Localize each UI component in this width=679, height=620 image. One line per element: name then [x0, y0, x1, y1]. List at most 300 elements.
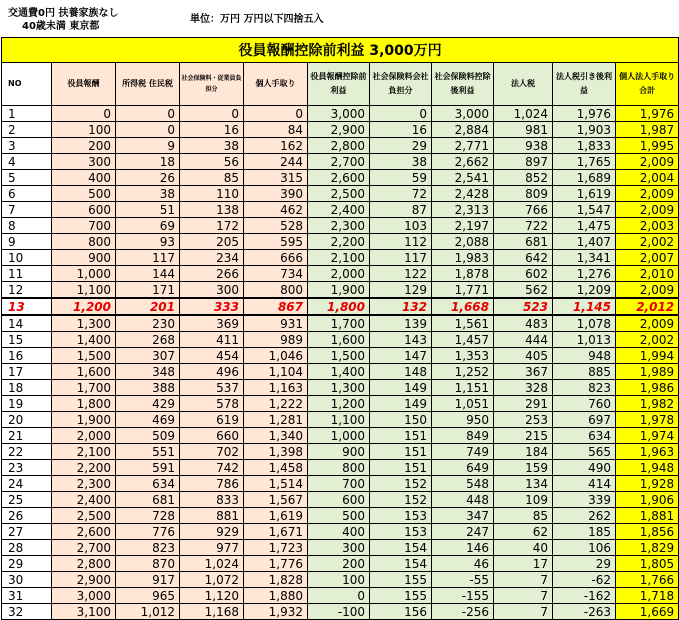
cell-personal-takehome: 162	[244, 138, 308, 154]
cell-income-tax: 429	[116, 396, 180, 412]
table-row	[2, 492, 679, 508]
cell-income-tax: 144	[116, 266, 180, 282]
cell-social-insurance-company: 139	[370, 315, 432, 332]
cell-total-takehome: 1,978	[616, 412, 679, 428]
cell-profit-after-tax: 1,013	[553, 332, 616, 348]
cell-profit-after-insurance: 247	[432, 524, 494, 540]
cell-officer-pay: 900	[52, 250, 116, 266]
cell-social-insurance-employee: 977	[180, 540, 244, 556]
compensation-table	[1, 37, 679, 620]
cell-total-takehome: 1,906	[616, 492, 679, 508]
cell-profit-after-insurance: 749	[432, 444, 494, 460]
cell-income-tax: 268	[116, 332, 180, 348]
cell-personal-takehome: 989	[244, 332, 308, 348]
cell-social-insurance-employee: 702	[180, 444, 244, 460]
cell-corporate-tax: 215	[494, 428, 553, 444]
cell-profit-before-pay: 400	[308, 524, 370, 540]
cell-total-takehome: 2,007	[616, 250, 679, 266]
cell-income-tax: 728	[116, 508, 180, 524]
cell-corporate-tax: 642	[494, 250, 553, 266]
cell-profit-before-pay: 1,300	[308, 380, 370, 396]
cell-social-insurance-employee: 454	[180, 348, 244, 364]
cell-income-tax: 201	[116, 298, 180, 315]
table-row	[2, 380, 679, 396]
cell-social-insurance-employee: 929	[180, 524, 244, 540]
cell-profit-after-tax: 490	[553, 460, 616, 476]
cell-officer-pay: 0	[52, 106, 116, 122]
cell-social-insurance-employee: 833	[180, 492, 244, 508]
table-row	[2, 364, 679, 380]
cell-profit-after-tax: 948	[553, 348, 616, 364]
table-row	[2, 186, 679, 202]
cell-personal-takehome: 1,222	[244, 396, 308, 412]
cell-total-takehome: 1,974	[616, 428, 679, 444]
cell-no: 28	[2, 540, 52, 556]
table-row	[2, 508, 679, 524]
cell-social-insurance-employee: 0	[180, 106, 244, 122]
cell-no: 23	[2, 460, 52, 476]
cell-corporate-tax: 562	[494, 282, 553, 299]
cell-profit-after-insurance: 649	[432, 460, 494, 476]
table-row	[2, 540, 679, 556]
cell-income-tax: 18	[116, 154, 180, 170]
cell-profit-after-tax: 1,765	[553, 154, 616, 170]
cell-no: 6	[2, 186, 52, 202]
cell-corporate-tax: 253	[494, 412, 553, 428]
cell-personal-takehome: 800	[244, 282, 308, 299]
cell-profit-before-pay: 2,200	[308, 234, 370, 250]
cell-officer-pay: 600	[52, 202, 116, 218]
cell-profit-after-insurance: 1,983	[432, 250, 494, 266]
cell-total-takehome: 1,987	[616, 122, 679, 138]
cell-officer-pay: 2,100	[52, 444, 116, 460]
cell-profit-after-insurance: 3,000	[432, 106, 494, 122]
cell-profit-after-tax: 29	[553, 556, 616, 572]
cell-personal-takehome: 315	[244, 170, 308, 186]
cell-profit-after-tax: 697	[553, 412, 616, 428]
cell-income-tax: 9	[116, 138, 180, 154]
cell-officer-pay: 2,400	[52, 492, 116, 508]
cell-corporate-tax: 159	[494, 460, 553, 476]
table-row	[2, 556, 679, 572]
header-profit-after-insurance: 社会保険料控除後利益	[432, 63, 494, 106]
cell-corporate-tax: 184	[494, 444, 553, 460]
cell-social-insurance-company: 87	[370, 202, 432, 218]
cell-no: 9	[2, 234, 52, 250]
cell-social-insurance-company: 154	[370, 540, 432, 556]
cell-personal-takehome: 595	[244, 234, 308, 250]
cell-social-insurance-employee: 110	[180, 186, 244, 202]
cell-total-takehome: 1,986	[616, 380, 679, 396]
cell-personal-takehome: 931	[244, 315, 308, 332]
cell-personal-takehome: 1,567	[244, 492, 308, 508]
cell-profit-before-pay: 2,800	[308, 138, 370, 154]
cell-profit-after-insurance: 1,353	[432, 348, 494, 364]
cell-total-takehome: 1,928	[616, 476, 679, 492]
cell-social-insurance-employee: 1,120	[180, 588, 244, 604]
cell-no: 15	[2, 332, 52, 348]
cell-corporate-tax: 602	[494, 266, 553, 282]
cell-profit-before-pay: 800	[308, 460, 370, 476]
cell-income-tax: 93	[116, 234, 180, 250]
cell-personal-takehome: 390	[244, 186, 308, 202]
cell-officer-pay: 2,200	[52, 460, 116, 476]
cell-profit-after-tax: 1,833	[553, 138, 616, 154]
cell-profit-before-pay: 2,500	[308, 186, 370, 202]
cell-corporate-tax: 7	[494, 604, 553, 620]
cell-corporate-tax: 766	[494, 202, 553, 218]
cell-social-insurance-employee: 138	[180, 202, 244, 218]
cell-social-insurance-employee: 266	[180, 266, 244, 282]
cell-social-insurance-company: 16	[370, 122, 432, 138]
cell-corporate-tax: 109	[494, 492, 553, 508]
cell-social-insurance-company: 149	[370, 396, 432, 412]
header-personal-takehome: 個人手取り	[244, 63, 308, 106]
cell-no: 24	[2, 476, 52, 492]
cell-personal-takehome: 666	[244, 250, 308, 266]
cell-personal-takehome: 1,104	[244, 364, 308, 380]
table-row	[2, 588, 679, 604]
cell-profit-after-tax: 339	[553, 492, 616, 508]
cell-social-insurance-company: 38	[370, 154, 432, 170]
cell-social-insurance-company: 112	[370, 234, 432, 250]
cell-corporate-tax: 40	[494, 540, 553, 556]
cell-income-tax: 51	[116, 202, 180, 218]
cell-corporate-tax: 328	[494, 380, 553, 396]
cell-officer-pay: 700	[52, 218, 116, 234]
cell-social-insurance-employee: 1,168	[180, 604, 244, 620]
cell-total-takehome: 1,982	[616, 396, 679, 412]
cell-officer-pay: 2,700	[52, 540, 116, 556]
cell-profit-after-tax: 1,276	[553, 266, 616, 282]
cell-social-insurance-employee: 1,072	[180, 572, 244, 588]
table-row	[2, 106, 679, 122]
cell-social-insurance-employee: 578	[180, 396, 244, 412]
cell-officer-pay: 1,000	[52, 266, 116, 282]
cell-no: 26	[2, 508, 52, 524]
cell-no: 5	[2, 170, 52, 186]
cell-total-takehome: 2,003	[616, 218, 679, 234]
cell-personal-takehome: 1,514	[244, 476, 308, 492]
cell-profit-before-pay: 1,500	[308, 348, 370, 364]
cell-profit-after-insurance: 950	[432, 412, 494, 428]
cell-profit-before-pay: 100	[308, 572, 370, 588]
cell-profit-after-insurance: 1,561	[432, 315, 494, 332]
cell-social-insurance-company: 155	[370, 572, 432, 588]
cell-officer-pay: 2,800	[52, 556, 116, 572]
cell-personal-takehome: 1,776	[244, 556, 308, 572]
table-row	[2, 282, 679, 299]
cell-income-tax: 26	[116, 170, 180, 186]
table-row	[2, 428, 679, 444]
cell-personal-takehome: 1,340	[244, 428, 308, 444]
cell-social-insurance-employee: 619	[180, 412, 244, 428]
cell-personal-takehome: 528	[244, 218, 308, 234]
header-social-insurance-company: 社会保険料会社負担分	[370, 63, 432, 106]
cell-social-insurance-employee: 38	[180, 138, 244, 154]
cell-profit-before-pay: 0	[308, 588, 370, 604]
cell-income-tax: 681	[116, 492, 180, 508]
cell-officer-pay: 3,100	[52, 604, 116, 620]
cell-social-insurance-company: 152	[370, 476, 432, 492]
header-corporate-tax: 法人税	[494, 63, 553, 106]
cell-corporate-tax: 897	[494, 154, 553, 170]
cell-officer-pay: 2,300	[52, 476, 116, 492]
cell-profit-after-insurance: 146	[432, 540, 494, 556]
cell-profit-after-tax: 1,619	[553, 186, 616, 202]
table-row	[2, 315, 679, 332]
cell-total-takehome: 1,856	[616, 524, 679, 540]
cell-no: 27	[2, 524, 52, 540]
cell-profit-before-pay: 1,600	[308, 332, 370, 348]
cell-income-tax: 348	[116, 364, 180, 380]
cell-total-takehome: 2,009	[616, 282, 679, 299]
cell-profit-before-pay: 2,900	[308, 122, 370, 138]
cell-profit-after-tax: -62	[553, 572, 616, 588]
cell-income-tax: 0	[116, 122, 180, 138]
cell-profit-after-tax: 185	[553, 524, 616, 540]
cell-profit-after-tax: 1,475	[553, 218, 616, 234]
table-row	[2, 250, 679, 266]
cell-profit-after-insurance: 2,771	[432, 138, 494, 154]
cell-officer-pay: 1,900	[52, 412, 116, 428]
cell-profit-before-pay: 600	[308, 492, 370, 508]
cell-corporate-tax: 1,024	[494, 106, 553, 122]
cell-social-insurance-company: 72	[370, 186, 432, 202]
cell-personal-takehome: 84	[244, 122, 308, 138]
cell-social-insurance-employee: 85	[180, 170, 244, 186]
cell-profit-after-tax: 1,209	[553, 282, 616, 299]
cell-social-insurance-company: 129	[370, 282, 432, 299]
cell-social-insurance-employee: 172	[180, 218, 244, 234]
cell-total-takehome: 1,669	[616, 604, 679, 620]
cell-no: 14	[2, 315, 52, 332]
cell-profit-after-tax: 1,689	[553, 170, 616, 186]
cell-corporate-tax: 483	[494, 315, 553, 332]
cell-no: 12	[2, 282, 52, 299]
cell-personal-takehome: 1,932	[244, 604, 308, 620]
cell-profit-after-tax: 414	[553, 476, 616, 492]
cell-social-insurance-employee: 333	[180, 298, 244, 315]
cell-income-tax: 388	[116, 380, 180, 396]
cell-social-insurance-employee: 411	[180, 332, 244, 348]
cell-no: 7	[2, 202, 52, 218]
header-total-takehome: 個人法人手取り合計	[616, 63, 679, 106]
cell-profit-before-pay: 1,900	[308, 282, 370, 299]
cell-income-tax: 230	[116, 315, 180, 332]
cell-profit-before-pay: 2,700	[308, 154, 370, 170]
cell-social-insurance-company: 151	[370, 460, 432, 476]
cell-profit-after-insurance: 548	[432, 476, 494, 492]
cell-profit-after-insurance: 2,313	[432, 202, 494, 218]
cell-profit-before-pay: 3,000	[308, 106, 370, 122]
cell-corporate-tax: 981	[494, 122, 553, 138]
cell-officer-pay: 1,500	[52, 348, 116, 364]
cell-personal-takehome: 462	[244, 202, 308, 218]
cell-personal-takehome: 734	[244, 266, 308, 282]
cell-income-tax: 823	[116, 540, 180, 556]
cell-income-tax: 171	[116, 282, 180, 299]
cell-corporate-tax: 444	[494, 332, 553, 348]
cell-profit-before-pay: 2,400	[308, 202, 370, 218]
cell-no: 8	[2, 218, 52, 234]
cell-corporate-tax: 62	[494, 524, 553, 540]
cell-no: 20	[2, 412, 52, 428]
cell-income-tax: 0	[116, 106, 180, 122]
cell-no: 10	[2, 250, 52, 266]
table-row	[2, 122, 679, 138]
cell-total-takehome: 2,012	[616, 298, 679, 315]
cell-social-insurance-company: 122	[370, 266, 432, 282]
cell-total-takehome: 1,948	[616, 460, 679, 476]
cell-no: 2	[2, 122, 52, 138]
cell-personal-takehome: 1,880	[244, 588, 308, 604]
cell-total-takehome: 2,010	[616, 266, 679, 282]
cell-income-tax: 917	[116, 572, 180, 588]
cell-personal-takehome: 1,458	[244, 460, 308, 476]
cell-total-takehome: 2,004	[616, 170, 679, 186]
cell-officer-pay: 800	[52, 234, 116, 250]
cell-income-tax: 870	[116, 556, 180, 572]
cell-corporate-tax: 134	[494, 476, 553, 492]
cell-profit-before-pay: 2,100	[308, 250, 370, 266]
cell-profit-after-insurance: 2,541	[432, 170, 494, 186]
cell-no: 1	[2, 106, 52, 122]
cell-social-insurance-company: 153	[370, 508, 432, 524]
cell-personal-takehome: 1,671	[244, 524, 308, 540]
table-row	[2, 348, 679, 364]
cell-no: 32	[2, 604, 52, 620]
cell-personal-takehome: 1,163	[244, 380, 308, 396]
cell-total-takehome: 2,009	[616, 154, 679, 170]
cell-personal-takehome: 1,723	[244, 540, 308, 556]
cell-income-tax: 591	[116, 460, 180, 476]
cell-social-insurance-employee: 1,024	[180, 556, 244, 572]
cell-profit-after-insurance: 1,457	[432, 332, 494, 348]
cell-officer-pay: 1,800	[52, 396, 116, 412]
cell-income-tax: 69	[116, 218, 180, 234]
cell-total-takehome: 1,881	[616, 508, 679, 524]
cell-social-insurance-employee: 742	[180, 460, 244, 476]
cell-social-insurance-employee: 300	[180, 282, 244, 299]
cell-social-insurance-company: 152	[370, 492, 432, 508]
cell-profit-before-pay: 1,200	[308, 396, 370, 412]
table-row	[2, 604, 679, 620]
cell-no: 31	[2, 588, 52, 604]
cell-profit-after-tax: 823	[553, 380, 616, 396]
cell-profit-after-tax: 1,078	[553, 315, 616, 332]
cell-no: 3	[2, 138, 52, 154]
cell-total-takehome: 2,009	[616, 315, 679, 332]
cell-social-insurance-company: 156	[370, 604, 432, 620]
cell-no: 25	[2, 492, 52, 508]
cell-profit-after-tax: 1,547	[553, 202, 616, 218]
cell-officer-pay: 200	[52, 138, 116, 154]
cell-no: 21	[2, 428, 52, 444]
cell-social-insurance-company: 0	[370, 106, 432, 122]
table-row	[2, 476, 679, 492]
cell-income-tax: 469	[116, 412, 180, 428]
cell-corporate-tax: 367	[494, 364, 553, 380]
cell-personal-takehome: 1,828	[244, 572, 308, 588]
table-row	[2, 218, 679, 234]
table-row	[2, 524, 679, 540]
table-row	[2, 266, 679, 282]
cell-corporate-tax: 291	[494, 396, 553, 412]
cell-income-tax: 634	[116, 476, 180, 492]
cell-total-takehome: 1,963	[616, 444, 679, 460]
cell-profit-before-pay: 1,100	[308, 412, 370, 428]
cell-profit-after-insurance: 448	[432, 492, 494, 508]
cell-income-tax: 509	[116, 428, 180, 444]
cell-total-takehome: 2,009	[616, 186, 679, 202]
cell-personal-takehome: 1,281	[244, 412, 308, 428]
cell-profit-before-pay: 2,600	[308, 170, 370, 186]
table-row	[2, 332, 679, 348]
cell-corporate-tax: 85	[494, 508, 553, 524]
cell-income-tax: 965	[116, 588, 180, 604]
cell-profit-after-insurance: 347	[432, 508, 494, 524]
cell-no: 17	[2, 364, 52, 380]
header-no: NO	[2, 63, 52, 106]
cell-social-insurance-company: 103	[370, 218, 432, 234]
cell-profit-before-pay: 2,000	[308, 266, 370, 282]
cell-no: 16	[2, 348, 52, 364]
cell-profit-after-insurance: 1,151	[432, 380, 494, 396]
cell-profit-after-insurance: 849	[432, 428, 494, 444]
cell-officer-pay: 1,300	[52, 315, 116, 332]
cell-corporate-tax: 7	[494, 572, 553, 588]
cell-social-insurance-employee: 16	[180, 122, 244, 138]
cell-profit-after-insurance: 2,884	[432, 122, 494, 138]
cell-officer-pay: 2,000	[52, 428, 116, 444]
cell-profit-before-pay: 1,700	[308, 315, 370, 332]
cell-profit-after-insurance: 1,051	[432, 396, 494, 412]
cell-officer-pay: 1,700	[52, 380, 116, 396]
header-profit-after-tax: 法人税引き後利益	[553, 63, 616, 106]
cell-personal-takehome: 1,619	[244, 508, 308, 524]
cell-income-tax: 1,012	[116, 604, 180, 620]
table-row	[2, 170, 679, 186]
cell-profit-before-pay: 1,800	[308, 298, 370, 315]
cell-corporate-tax: 681	[494, 234, 553, 250]
cell-social-insurance-employee: 56	[180, 154, 244, 170]
cell-officer-pay: 500	[52, 186, 116, 202]
cell-profit-before-pay: 700	[308, 476, 370, 492]
cell-social-insurance-company: 147	[370, 348, 432, 364]
cell-profit-after-insurance: -155	[432, 588, 494, 604]
cell-total-takehome: 1,995	[616, 138, 679, 154]
cell-profit-after-insurance: 1,771	[432, 282, 494, 299]
cell-officer-pay: 2,900	[52, 572, 116, 588]
cell-profit-after-tax: 106	[553, 540, 616, 556]
cell-social-insurance-company: 117	[370, 250, 432, 266]
cell-social-insurance-company: 155	[370, 588, 432, 604]
cell-total-takehome: 1,766	[616, 572, 679, 588]
cell-profit-after-tax: 1,407	[553, 234, 616, 250]
cell-profit-after-insurance: 2,088	[432, 234, 494, 250]
cell-no: 19	[2, 396, 52, 412]
cell-personal-takehome: 867	[244, 298, 308, 315]
cell-social-insurance-company: 151	[370, 444, 432, 460]
header-profit-before-pay: 役員報酬控除前利益	[308, 63, 370, 106]
cell-corporate-tax: 7	[494, 588, 553, 604]
cell-social-insurance-employee: 496	[180, 364, 244, 380]
cell-profit-after-insurance: -256	[432, 604, 494, 620]
cell-profit-after-tax: 1,976	[553, 106, 616, 122]
cell-income-tax: 38	[116, 186, 180, 202]
cell-profit-after-tax: 1,903	[553, 122, 616, 138]
